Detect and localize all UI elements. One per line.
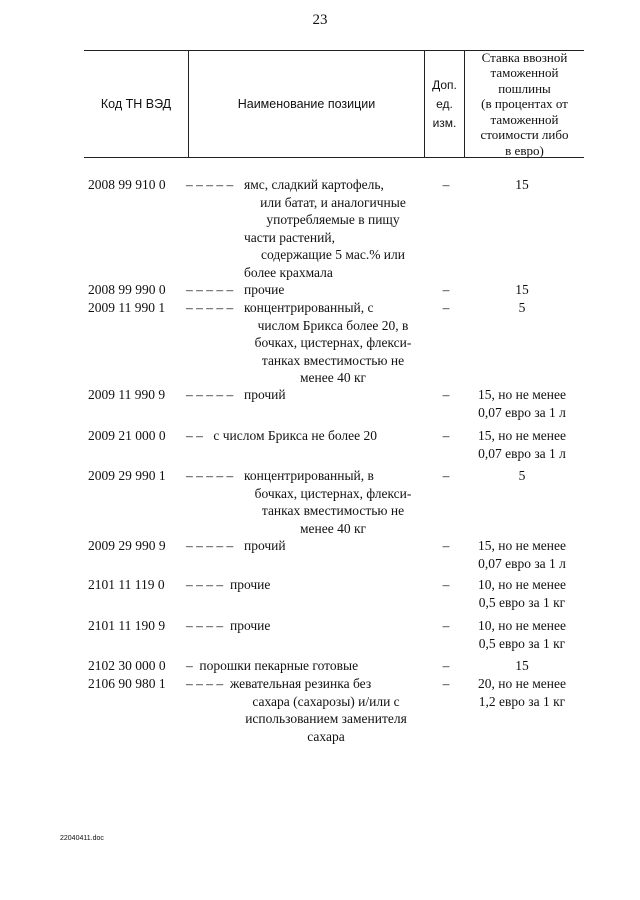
- row-code: 2101 11 119 0: [88, 577, 165, 592]
- dash-prefix: – – – – –: [186, 282, 234, 297]
- row-code: 2106 90 980 1: [88, 676, 166, 691]
- dash-prefix: – – – –: [186, 676, 224, 691]
- file-name-footer: 22040411.doc: [60, 835, 104, 842]
- row-rate: 10, но не менее 0,5 евро за 1 кг: [478, 618, 566, 651]
- row-name: – – – – – прочие: [186, 282, 285, 297]
- row-rate: 15, но не менее 0,07 евро за 1 л: [478, 428, 566, 461]
- row-unit: –: [442, 282, 450, 297]
- row-unit: –: [442, 468, 450, 483]
- dash-prefix: – – – – –: [186, 177, 234, 192]
- row-unit: –: [442, 577, 450, 592]
- header-code: Код ТН ВЭД: [100, 97, 172, 111]
- dash-prefix: – – – –: [186, 577, 224, 592]
- row-unit: –: [442, 387, 450, 402]
- row-code: 2009 29 990 9: [88, 538, 166, 553]
- row-rate: 5: [518, 468, 526, 483]
- row-rate: 15: [515, 177, 529, 192]
- row-rate: 15, но не менее 0,07 евро за 1 л: [478, 538, 566, 571]
- row-unit: –: [442, 658, 450, 673]
- header-unit: Доп. ед. изм.: [432, 77, 457, 130]
- row-rate: 15, но не менее 0,07 евро за 1 л: [478, 387, 566, 420]
- row-name: – – – – прочие: [186, 618, 271, 633]
- row-unit: –: [442, 538, 450, 553]
- dash-prefix: – – – –: [186, 618, 224, 633]
- row-unit: –: [442, 300, 450, 315]
- row-rate: 5: [518, 300, 526, 315]
- row-rate: 10, но не менее 0,5 евро за 1 кг: [478, 577, 566, 610]
- row-rate: 15: [515, 282, 529, 297]
- row-name: – – – – – прочий: [186, 387, 286, 402]
- dash-prefix: – –: [186, 428, 203, 443]
- row-code: 2008 99 990 0: [88, 282, 166, 297]
- dash-prefix: – – – – –: [186, 387, 234, 402]
- row-rate: 20, но не менее 1,2 евро за 1 кг: [478, 676, 566, 709]
- row-code: 2009 21 000 0: [88, 428, 166, 443]
- row-code: 2101 11 190 9: [88, 618, 166, 633]
- header-rate: Ставка ввозной таможенной пошлины (в процентах от таможенной стоимости либо в евро): [480, 49, 569, 158]
- row-name: – – – – прочие: [186, 577, 271, 592]
- row-code: 2009 11 990 1: [88, 300, 166, 315]
- row-name: – – – – – прочий: [186, 538, 286, 553]
- header-name: Наименование позиции: [237, 97, 376, 111]
- row-code: 2009 29 990 1: [88, 468, 166, 483]
- row-unit: –: [442, 177, 450, 192]
- row-name: – – – – – концентрированный, в бочках, цистернах, флекси- танках вместимостью не менее 40 кг: [186, 468, 412, 536]
- row-code: 2008 99 910 0: [88, 177, 166, 192]
- row-unit: –: [442, 428, 450, 443]
- row-unit: –: [442, 618, 450, 633]
- row-name: – порошки пекарные готовые: [186, 658, 359, 673]
- dash-prefix: –: [186, 658, 193, 673]
- row-name: – – – – – концентрированный, с числом Брикса более 20, в бочках, цистернах, флекси- танках вместимостью не менее 40 кг: [186, 300, 412, 386]
- row-code: 2102 30 000 0: [88, 658, 166, 673]
- row-name: – – – – жевательная резинка без сахара (сахарозы) и/или с использованием заменителя сахара: [186, 676, 407, 744]
- row-rate: 15: [515, 658, 529, 673]
- dash-prefix: – – – – –: [186, 468, 234, 483]
- row-code: 2009 11 990 9: [88, 387, 166, 402]
- row-unit: –: [442, 676, 450, 691]
- row-name: – – с числом Брикса не более 20: [186, 428, 377, 443]
- dash-prefix: – – – – –: [186, 300, 234, 315]
- table-header: [84, 50, 584, 158]
- row-name: – – – – – ямс, сладкий картофель, или батат, и аналогичные употребляемые в пищу части растений, содержащие 5 мас.% или более крахмала: [186, 177, 406, 280]
- page-number: 23: [312, 12, 328, 28]
- dash-prefix: – – – – –: [186, 538, 234, 553]
